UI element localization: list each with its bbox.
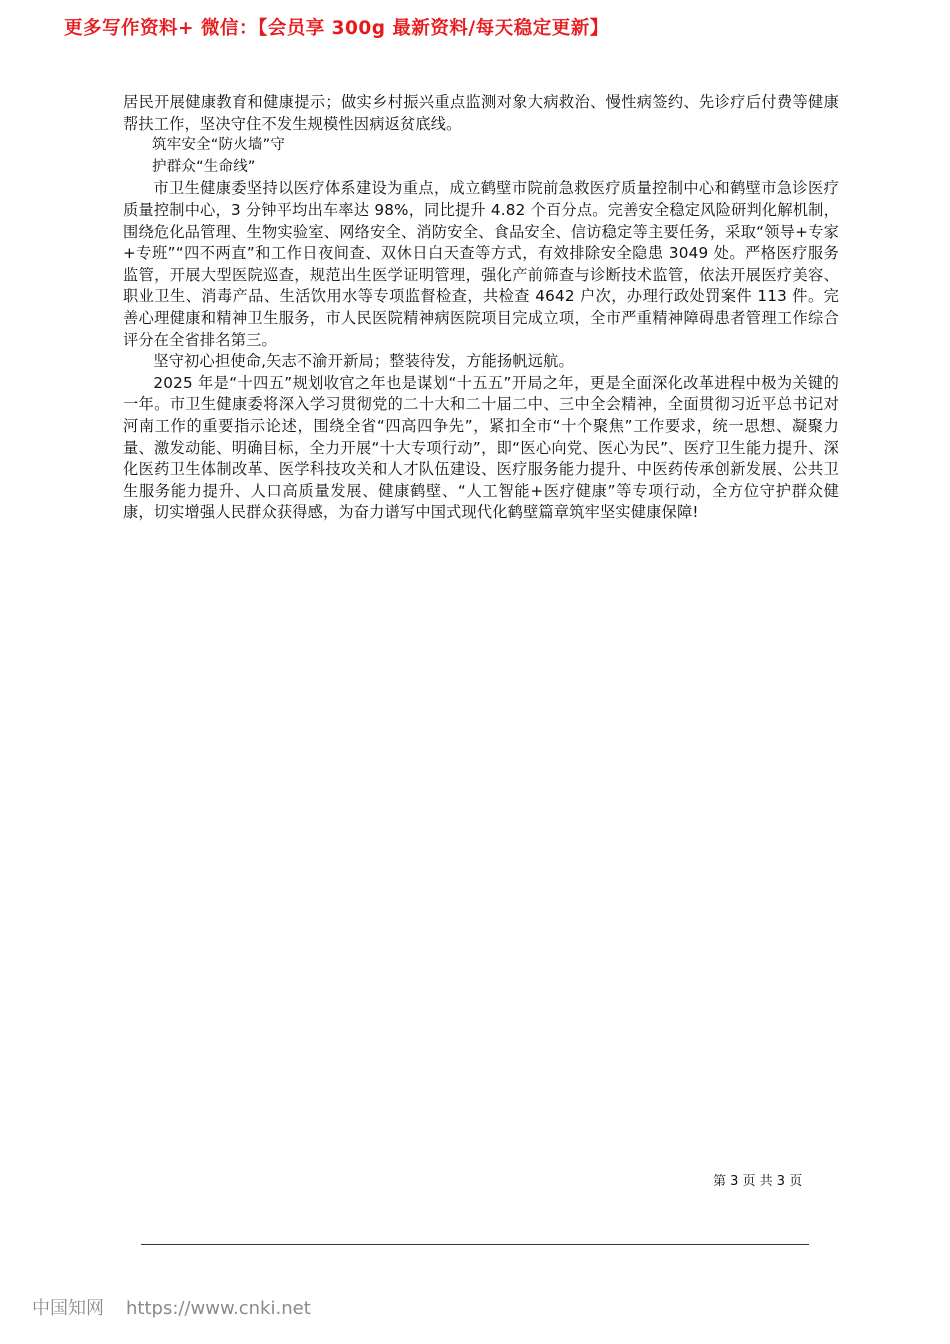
watermark-brand: 中国知网: [32, 1298, 104, 1319]
page-number: 第 3 页 共 3 页: [713, 1174, 803, 1189]
paragraph-safety: 市卫生健康委坚持以医疗体系建设为重点，成立鹤壁市院前急救医疗质量控制中心和鹤壁市急诊医疗质量控制中心，3 分钟平均出车率达 98%，同比提升 4.82 个百分点。完善安全稳定风险研判化解机制，围绕危化品管理、生物实验室、网络安全、消防安全、食品安全、信访稳定等主要任务，采取“领导+专家+专班”“四不两直”和工作日夜间查、双休日白天查等方式，有效排除安全隐患 3049 处。严格医疗服务监管，开展大型医院巡查，规范出生医学证明管理，强化产前筛查与诊断技术监管，依法开展医疗美容、职业卫生、消毒产品、生活饮用水等专项监督检查，共检查 4642 户次，办理行政处罚案件 113 件。完善心理健康和精神卫生服务，市人民医院精神病医院项目完成立项，全市严重精神障碍患者管理工作综合评分在全省排名第三。: [123, 179, 839, 349]
paragraph-continuation: 居民开展健康教育和健康提示；做实乡村振兴重点监测对象大病救治、慢性病签约、先诊疗后付费等健康帮扶工作，坚决守住不发生规模性因病返贫底线。: [123, 93, 839, 133]
footer-divider: [141, 1244, 809, 1245]
watermark-url: https://www.cnki.net: [126, 1298, 311, 1319]
promo-banner[interactable]: 更多写作资料+ 微信：【会员享 300g 最新资料/每天稳定更新】: [64, 18, 609, 39]
section-heading-line-1: 筑牢安全“防火墙”守: [152, 137, 286, 154]
document-body: [123, 92, 839, 524]
cnki-watermark: [32, 1294, 311, 1320]
section-heading-mission: 坚守初心担使命,矢志不渝开新局；整装待发，方能扬帆远航。: [153, 352, 574, 371]
paragraph-2025-plan: 2025 年是“十四五”规划收官之年也是谋划“十五五”开局之年，更是全面深化改革进程中极为关键的一年。市卫生健康委将深入学习贯彻党的二十大和二十届二中、三中全会精神，全面贯彻习近平总书记对河南工作的重要指示论述，围绕全省“四高四争先”，紧扣全市“十个聚焦”工作要求，统一思想、凝聚力量、激发动能、明确目标，全力开展“十大专项行动”，即“医心向党、医心为民”、医疗卫生能力提升、深化医药卫生体制改革、医学科技攻关和人才队伍建设、医疗服务能力提升、中医药传承创新发展、公共卫生服务能力提升、人口高质量发展、健康鹤壁、“人工智能+医疗健康”等专项行动，全方位守护群众健康，切实增强人民群众获得感，为奋力谱写中国式现代化鹤壁篇章筑牢坚实健康保障!: [123, 373, 839, 522]
section-heading-line-2: 护群众“生命线”: [152, 158, 256, 175]
